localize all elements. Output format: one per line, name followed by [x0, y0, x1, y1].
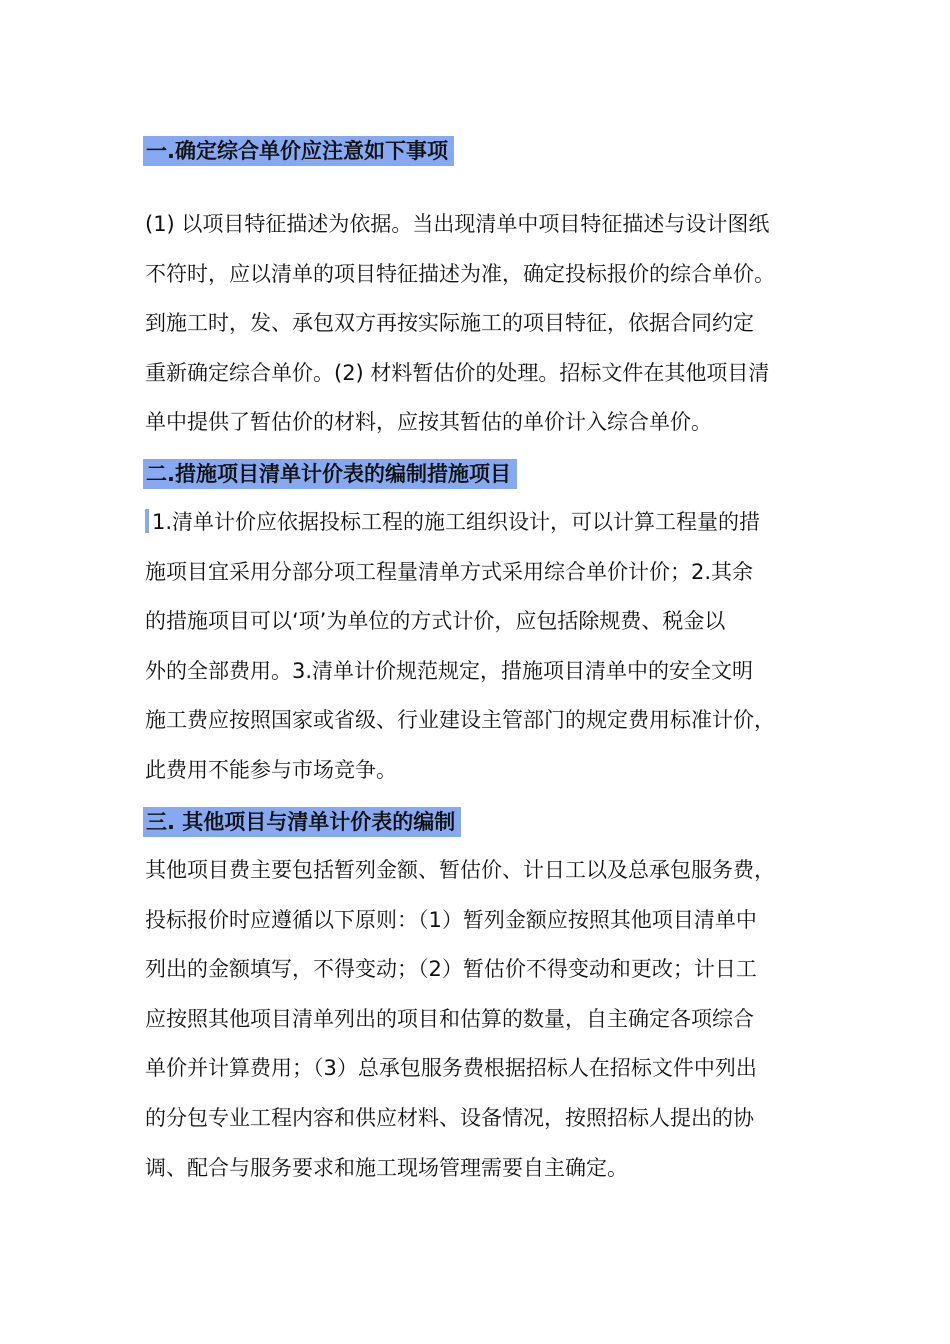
text-cursor-marker	[145, 509, 149, 533]
section-3-heading: 三. 其他项目与清单计价表的编制	[143, 807, 461, 837]
section-1-heading: 一.确定综合单价应注意如下事项	[143, 136, 454, 166]
paragraph-line: (1) 以项目特征描述为依据。当出现清单中项目特征描述与设计图纸	[145, 212, 770, 236]
paragraph-line	[145, 498, 835, 548]
section-2-heading: 二.措施项目清单计价表的编制措施项目	[143, 459, 517, 489]
paragraph-line: 不符时，应以清单的项目特征描述为准，确定投标报价的综合单价。	[145, 261, 775, 286]
section-3-paragraph	[145, 846, 835, 1193]
paragraph-line: 调、配合与服务要求和施工现场管理需要自主确定。	[145, 1155, 628, 1180]
paragraph-line: 施工费应按照国家或省级、行业建设主管部门的规定费用标准计价，	[145, 708, 775, 733]
paragraph-line: 单中提供了暂估价的材料，应按其暂估的单价计入综合单价。	[145, 410, 712, 435]
paragraph-line: 投标报价时应遵循以下原则：（1）暂列金额应按照其他项目清单中	[145, 907, 757, 932]
paragraph-line: 外的全部费用。3.清单计价规范规定，措施项目清单中的安全文明	[145, 658, 754, 683]
paragraph-line: 此费用不能参与市场竞争。	[145, 757, 397, 782]
paragraph-line-text: 1.清单计价应依据投标工程的施工组织设计，可以计算工程量的措	[152, 510, 761, 534]
paragraph-line: 重新确定综合单价。(2) 材料暂估价的处理。招标文件在其他项目清	[145, 360, 770, 385]
section-2-paragraph	[145, 498, 835, 796]
section-1-paragraph	[145, 200, 835, 448]
paragraph-line: 到施工时，发、承包双方再按实际施工的项目特征，依据合同约定	[145, 311, 754, 336]
paragraph-line: 列出的金额填写，不得变动；（2）暂估价不得变动和更改；计日工	[145, 957, 757, 982]
paragraph-line: 施项目宜采用分部分项工程量清单方式采用综合单价计价；2.其余	[145, 559, 754, 584]
paragraph-line: 的措施项目可以‘项’为单位的方式计价，应包括除规费、税金以	[145, 609, 726, 634]
paragraph-line: 的分包专业工程内容和供应材料、设备情况，按照招标人提出的协	[145, 1105, 754, 1130]
paragraph-line: 单价并计算费用；（3）总承包服务费根据招标人在招标文件中列出	[145, 1056, 757, 1081]
paragraph-line: 应按照其他项目清单列出的项目和估算的数量，自主确定各项综合	[145, 1006, 754, 1031]
paragraph-line: 其他项目费主要包括暂列金额、暂估价、计日工以及总承包服务费，	[145, 858, 775, 882]
